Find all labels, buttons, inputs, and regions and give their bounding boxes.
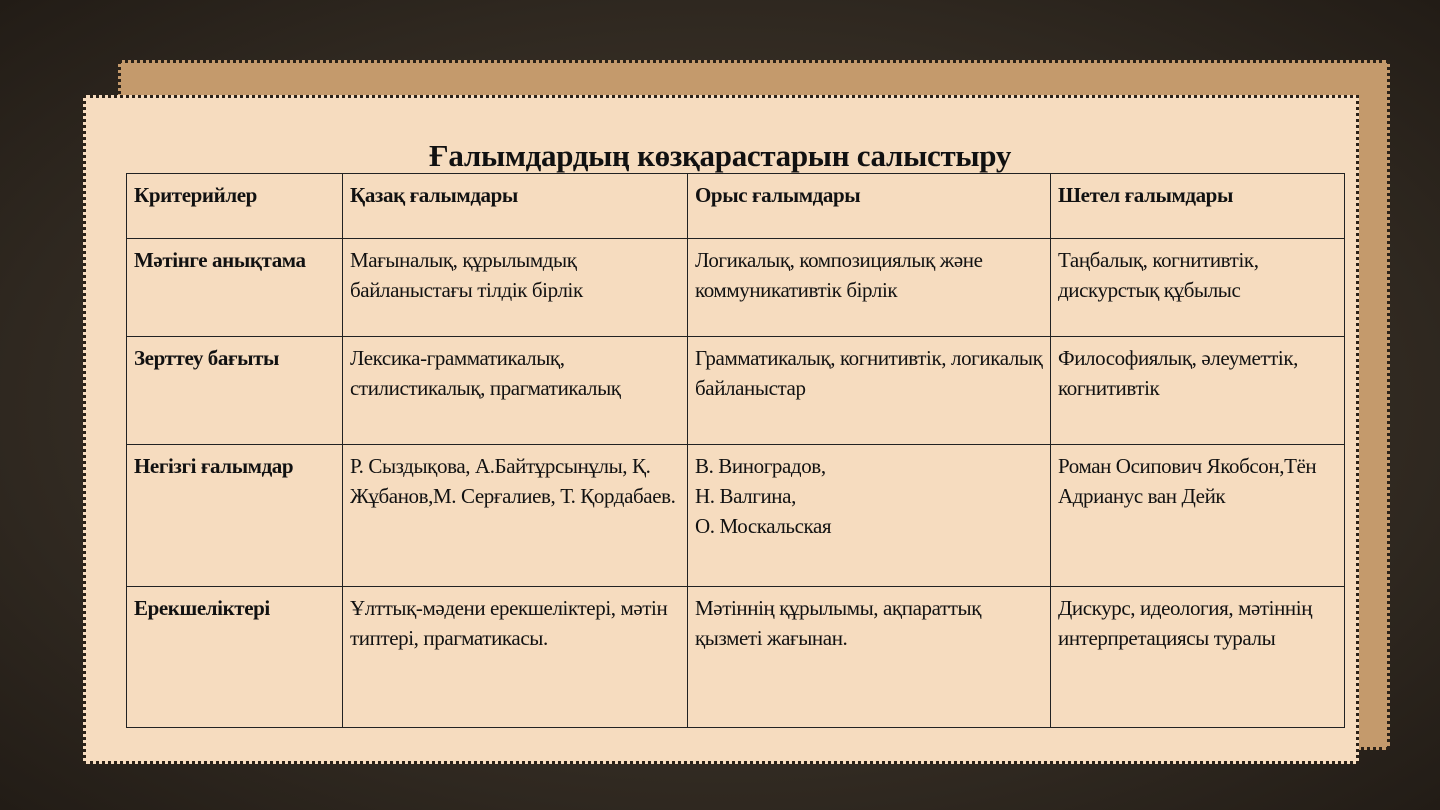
criterion-cell: Негізгі ғалымдар — [127, 445, 343, 587]
table-row — [127, 239, 1345, 337]
table-cell: Роман Осипович Якобсон,Тён Адрианус ван Дейк — [1051, 445, 1345, 587]
table-cell: Мәтіннің құрылымы, ақпараттық қызметі жағынан. — [688, 587, 1051, 728]
table-header-row — [127, 174, 1345, 239]
table-cell: Ұлттық-мәдени ерекшеліктері, мәтін типтері, прагматикасы. — [343, 587, 688, 728]
table-cell: Логикалық, композициялық және коммуникативтік бірлік — [688, 239, 1051, 337]
header-cell: Орыс ғалымдары — [688, 174, 1051, 239]
table-cell: Философиялық, әлеуметтік, когнитивтік — [1051, 337, 1345, 445]
criterion-cell: Мәтінге анықтама — [127, 239, 343, 337]
header-cell: Қазақ ғалымдары — [343, 174, 688, 239]
table-cell: Таңбалық, когнитивтік, дискурстық құбылыс — [1051, 239, 1345, 337]
table-cell: Мағыналық, құрылымдық байланыстағы тілдік бірлік — [343, 239, 688, 337]
table-cell: Р. Сыздықова, А.Байтұрсынұлы, Қ. Жұбанов,М. Серғалиев, Т. Қордабаев. — [343, 445, 688, 587]
header-cell: Критерийлер — [127, 174, 343, 239]
table-row — [127, 445, 1345, 587]
criterion-cell: Ерекшеліктері — [127, 587, 343, 728]
table-cell: В. Виноградов, Н. Валгина, О. Москальская — [688, 445, 1051, 587]
table-cell: Лексика-грамматикалық, стилистикалық, прагматикалық — [343, 337, 688, 445]
slide-title: Ғалымдардың көзқарастарын салыстыру — [428, 138, 1012, 173]
comparison-table — [126, 173, 1345, 728]
table-cell: Дискурс, идеология, мәтіннің интерпретациясы туралы — [1051, 587, 1345, 728]
table-cell: Грамматикалық, когнитивтік, логикалық байланыстар — [688, 337, 1051, 445]
header-cell: Шетел ғалымдары — [1051, 174, 1345, 239]
table-row — [127, 587, 1345, 728]
table-row — [127, 337, 1345, 445]
criterion-cell: Зерттеу бағыты — [127, 337, 343, 445]
